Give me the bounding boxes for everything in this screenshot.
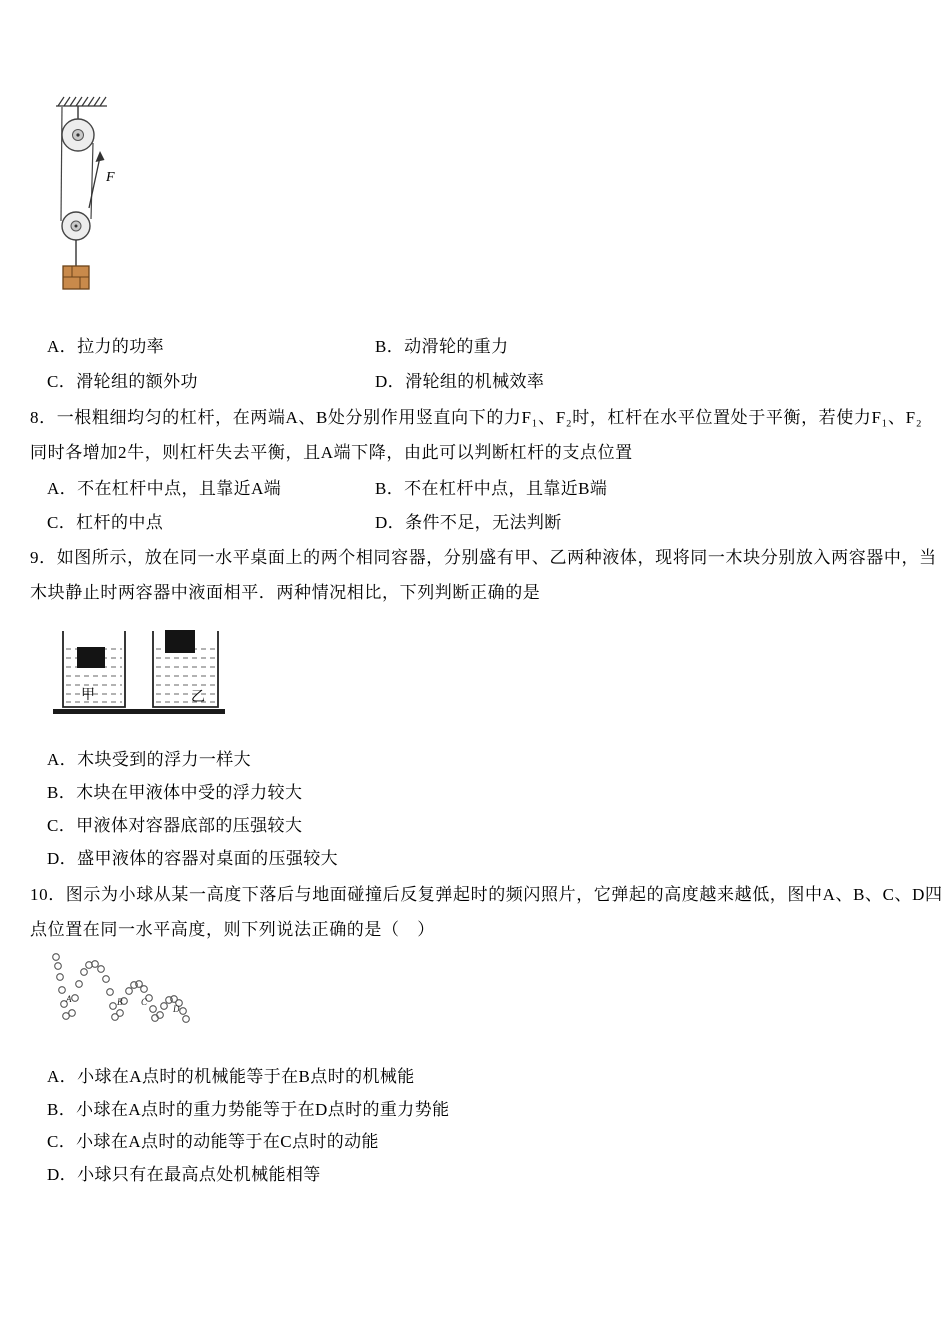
wood-block-right	[165, 630, 195, 653]
strobe-ball-circles	[53, 954, 190, 1023]
q7-option-b: B．动滑轮的重力	[375, 337, 509, 356]
q8-option-a: A．不在杠杆中点，且靠近A端	[47, 479, 282, 498]
weight-block	[63, 266, 89, 289]
force-label: F	[106, 170, 115, 185]
point-label-b: B	[117, 997, 123, 1007]
q8-option-b: B．不在杠杆中点，且靠近B端	[375, 479, 608, 498]
pulley-system-figure	[53, 93, 183, 311]
q10-option-b: B．小球在A点时的重力势能等于在D点时的重力势能	[47, 1100, 450, 1119]
table-surface	[53, 709, 225, 714]
q8-stem-line2: 同时各增加2牛，则杠杆失去平衡，且A端下降，由此可以判断杠杆的支点位置	[30, 443, 633, 462]
point-label-a: A	[66, 994, 72, 1004]
q7-option-a: A．拉力的功率	[47, 337, 165, 356]
force-arrow	[89, 151, 105, 208]
q9-option-a: A．木块受到的浮力一样大	[47, 750, 252, 769]
q10-option-d: D．小球只有在最高点处机械能相等	[47, 1165, 321, 1184]
q8-option-d: D．条件不足，无法判断	[375, 513, 562, 532]
q9-stem-line1: 9．如图所示，放在同一水平桌面上的两个相同容器，分别盛有甲、乙两种液体，现将同一木块分别放入两容器中，当	[30, 548, 937, 567]
liquid-label-yi: 乙	[191, 690, 205, 705]
liquid-label-jia: 甲	[81, 688, 95, 703]
q8-option-c: C．杠杆的中点	[47, 513, 164, 532]
q10-option-c: C．小球在A点时的动能等于在C点时的动能	[47, 1132, 379, 1151]
q9-option-d: D．盛甲液体的容器对桌面的压强较大	[47, 849, 339, 868]
q7-option-c: C．滑轮组的额外功	[47, 372, 198, 391]
movable-pulley-icon	[62, 212, 90, 240]
q9-option-b: B．木块在甲液体中受的浮力较大	[47, 783, 303, 802]
q9-stem-line2: 木块静止时两容器中液面相平．两种情况相比，下列判断正确的是	[30, 583, 541, 602]
wood-block-left	[77, 647, 105, 668]
point-label-c: C	[141, 997, 148, 1007]
q7-option-d: D．滑轮组的机械效率	[375, 372, 545, 391]
q9-option-c: C．甲液体对容器底部的压强较大	[47, 816, 303, 835]
point-label-d: D	[173, 1004, 180, 1014]
bouncing-ball-strobe-figure	[46, 951, 201, 1046]
containers-figure	[53, 617, 225, 722]
q8-stem-line1: 8．一根粗细均匀的杠杆，在两端A、B处分别作用竖直向下的力F₁、F₂时，杠杆在水平位置处于平衡，若使力F₁、F₂	[30, 408, 923, 427]
fixed-pulley-icon	[62, 119, 94, 151]
ceiling-hatch	[56, 97, 107, 106]
q10-stem-line2: 点位置在同一水平高度，则下列说法正确的是（ ）	[30, 920, 435, 939]
liquid-right	[156, 649, 215, 702]
q10-stem-line1: 10．图示为小球从某一高度下落后与地面碰撞后反复弹起时的频闪照片，它弹起的高度越来越低，图中A、B、C、D四	[30, 885, 943, 904]
q10-option-a: A．小球在A点时的机械能等于在B点时的机械能	[47, 1067, 415, 1086]
